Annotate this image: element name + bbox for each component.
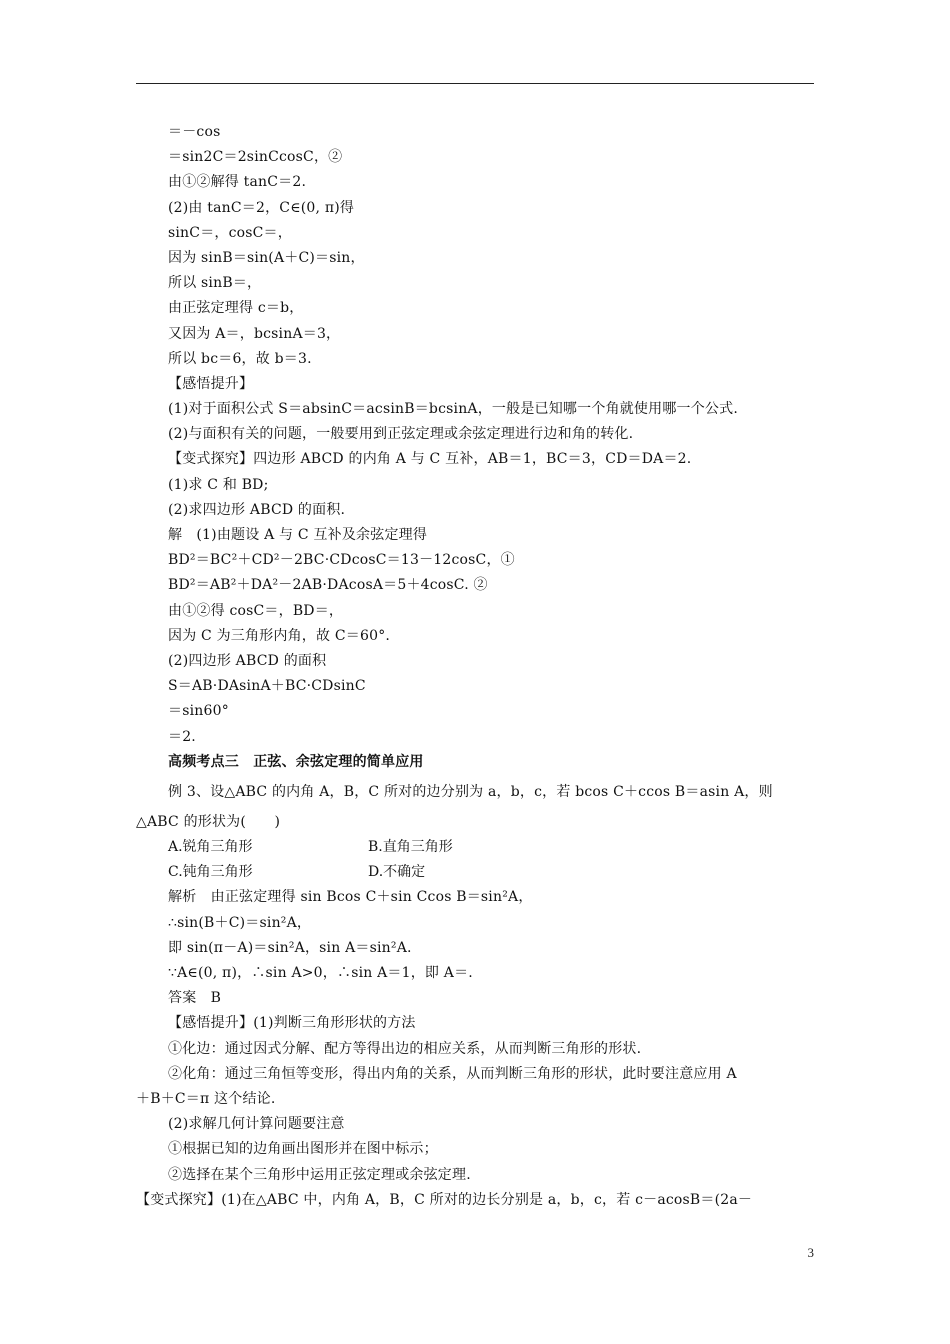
text-line: 又因为 A＝，bcsinA＝3， [168, 325, 341, 342]
text-line: 因为 C 为三角形内角，故 C＝60°. [168, 627, 391, 644]
text-line: ＝sin60° [168, 703, 229, 720]
document-body [136, 120, 816, 1213]
text-line: (2)与面积有关的问题，一般要用到正弦定理或余弦定理进行边和角的转化. [168, 426, 634, 443]
insight-line: 【感悟提升】(1)判断三角形形状的方法 [168, 1015, 416, 1032]
insight-line: 【变式探究】(1)在△ABC 中，内角 A，B，C 所对的边长分别是 a，b，c，若 c－acosB＝(2a－ [136, 1191, 753, 1208]
text-line: S＝AB·DAsinA＋BC·CDsinC [168, 678, 366, 695]
text-line: sinC＝，cosC＝， [168, 224, 292, 241]
text-line: 所以 sinB＝， [168, 275, 262, 292]
analysis-line: 即 sin(π－A)＝sin²A，sin A＝sin²A. [168, 939, 412, 956]
option-a: A.锐角三角形 [168, 839, 253, 856]
text-line: (2)求四边形 ABCD 的面积. [168, 501, 346, 518]
option-c: C.钝角三角形 [168, 864, 253, 881]
options-row-2 [168, 860, 816, 885]
example-3-line-2: △ABC 的形状为( ) [136, 813, 281, 830]
text-line: (1)对于面积公式 S＝absinC＝acsinB＝bcsinA，一般是已知哪一个角就使用哪一个公式. [168, 401, 738, 418]
text-line: 由①②得 cosC＝，BD＝， [168, 602, 344, 619]
header-rule [136, 83, 814, 84]
text-line: 【感悟提升】 [168, 375, 254, 392]
insight-line: (2)求解几何计算问题要注意 [168, 1116, 345, 1133]
text-line: 因为 sinB＝sin(A＋C)＝sin， [168, 249, 365, 266]
text-line: (1)求 C 和 BD; [168, 476, 269, 493]
analysis-line: 解析 由正弦定理得 sin Bcos C＋sin Ccos B＝sin²A， [168, 889, 533, 906]
insight-section [136, 1011, 816, 1213]
insight-line: ①根据已知的边角画出图形并在图中标示； [168, 1141, 438, 1158]
insight-line: ①化边：通过因式分解、配方等得出边的相应关系，从而判断三角形的形状. [168, 1040, 642, 1057]
section-title: 高频考点三 正弦、余弦定理的简单应用 [168, 753, 424, 770]
text-line: 【变式探究】四边形 ABCD 的内角 A 与 C 互补，AB＝1，BC＝3，CD＝DA＝2. [168, 451, 692, 468]
options-row-1 [168, 835, 816, 860]
insight-line: ②化角：通过三角恒等变形，得出内角的关系，从而判断三角形的形状，此时要注意应用 A [168, 1065, 737, 1082]
text-line: 解 (1)由题设 A 与 C 互补及余弦定理得 [168, 527, 428, 543]
insight-line: ②选择在某个三角形中运用正弦定理或余弦定理. [168, 1166, 471, 1183]
text-line: (2)由 tanC＝2，C∈(0, π)得 [168, 199, 355, 216]
example-3-line-1: 例 3、设△ABC 的内角 A，B，C 所对的边分别为 a，b，c，若 bcos C＋ccos B＝asin A，则 [168, 783, 773, 800]
text-line: ＝sin2C＝2sinCcosC，② [168, 149, 343, 166]
text-line: BD²＝BC²＋CD²－2BC·CDcosC＝13－12cosC，① [168, 552, 515, 569]
text-line: ＝－cos [168, 124, 221, 140]
analysis-line: ∴sin(B＋C)＝sin²A， [168, 914, 312, 931]
answer-line: 答案 B [168, 990, 222, 1007]
option-b: B.直角三角形 [368, 839, 453, 856]
solution-continuation [168, 120, 816, 750]
insight-line: ＋B＋C＝π 这个结论. [136, 1090, 276, 1107]
text-line: BD²＝AB²＋DA²－2AB·DAcosA＝5＋4cosC. ② [168, 577, 488, 594]
text-line: 所以 bc＝6，故 b＝3. [168, 350, 312, 367]
page-number: 3 [807, 1245, 814, 1260]
text-line: (2)四边形 ABCD 的面积 [168, 652, 327, 669]
text-line: 由①②解得 tanC＝2. [168, 174, 307, 191]
option-d: D.不确定 [368, 864, 426, 881]
text-line: ＝2. [168, 728, 196, 745]
text-line: 由正弦定理得 c＝b， [168, 300, 304, 317]
analysis-line: ∵A∈(0, π)，∴sin A>0，∴sin A＝1，即 A＝. [168, 965, 473, 981]
